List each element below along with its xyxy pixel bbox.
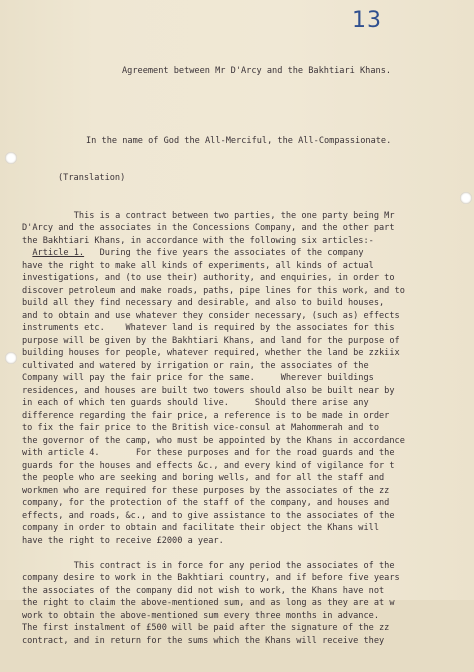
document-title: Agreement between Mr D'Arcy and the Bakhtiari Khans. (122, 66, 392, 76)
body-line: and to obtain and use whatever they consider necessary, (such as) effects (22, 310, 400, 321)
body-line: building houses for people, whatever required, whether the land be zzkiix (22, 348, 400, 358)
body-line: discover petroleum and make roads, paths, pipe lines for this work, and to (22, 285, 405, 296)
body-line: The first instalment of £500 will be paid after the signature of the zz (22, 623, 390, 633)
body-line: with article 4. For these purposes and for the road guards and the (22, 448, 395, 458)
body-line: guards for the houses and effects &c., and every kind of vigilance for t (22, 460, 395, 471)
translation-note: (Translation) (58, 173, 126, 183)
body-line: company, for the protection of the staff of the company, and houses and (22, 498, 390, 508)
body-line: investigations, and (to use their) authority, and enquiries, in order to (22, 273, 395, 283)
body-line: company in order to obtain and facilitate their object the Khans will (22, 523, 379, 533)
body-line: the people who are seeking and boring wells, and for all the staff and (22, 473, 385, 483)
punch-hole-bottom (5, 352, 17, 364)
body-line: residences, and houses are built two towers should also be built near by (22, 385, 395, 396)
body-line: have the right to make all kinds of experiments, all kinds of actual (22, 260, 374, 271)
body-line: workmen who are required for these purposes by the associates of the zz (22, 485, 390, 496)
body-line: the Bakhtiari Khans, in accordance with the following six articles:- (22, 235, 374, 246)
invocation: In the name of God the All-Merciful, the All-Compassionate. (86, 135, 392, 146)
body-line: the right to claim the above-mentioned sum, and as long as they are at w (22, 598, 395, 608)
body-line: D'Arcy and the associates in the Concessions Company, and the other part (22, 223, 395, 233)
faded-stamp (72, 8, 114, 20)
body-line: contract, and in return for the sums which the Khans will receive they (22, 635, 385, 646)
document-body (22, 40, 462, 672)
body-line: have the right to receive £2000 a year. (22, 535, 224, 546)
body-line: difference regarding the fair price, a reference is to be made in order (22, 410, 390, 421)
body-line: in each of which ten guards should live. Should there arise any (22, 398, 369, 408)
body-line: instruments etc. Whatever land is required by the associates for this (22, 323, 395, 333)
body-line: This is a contract between two parties, the one party being Mr (22, 210, 395, 221)
folio-number: 13 (352, 8, 382, 33)
body-line: the associates of the company did not wish to work, the Khans have not (22, 585, 385, 596)
body-line: Company will pay the fair price for the same. Wherever buildings (22, 373, 374, 383)
body-line: company desire to work in the Bakhtiari country, and if before five years (22, 573, 400, 583)
body-line: effects, and roads, &c., and to give assistance to the associates of the (22, 510, 395, 521)
body-text (22, 210, 462, 648)
body-line (22, 547, 462, 560)
body-line: build all they find necessary and desirable, and also to build houses, (22, 298, 385, 308)
body-line: the governor of the camp, who must be appointed by the Khans in accordance (22, 435, 405, 446)
body-line: purpose will be given by the Bakhtiari Khans, and land for the purpose of (22, 335, 400, 346)
body-line: to fix the fair price to the British vice-consul at Mahommerah and to (22, 423, 379, 433)
body-line: cultivated and watered by irrigation or rain, the associates of the (22, 360, 369, 371)
body-line: Article 1. During the five years the associates of the company (32, 248, 364, 258)
punch-hole-top (5, 152, 17, 164)
body-line: This contract is in force for any period the associates of the (22, 560, 395, 571)
body-line: work to obtain the above-mentioned sum every three months in advance. (22, 610, 379, 621)
